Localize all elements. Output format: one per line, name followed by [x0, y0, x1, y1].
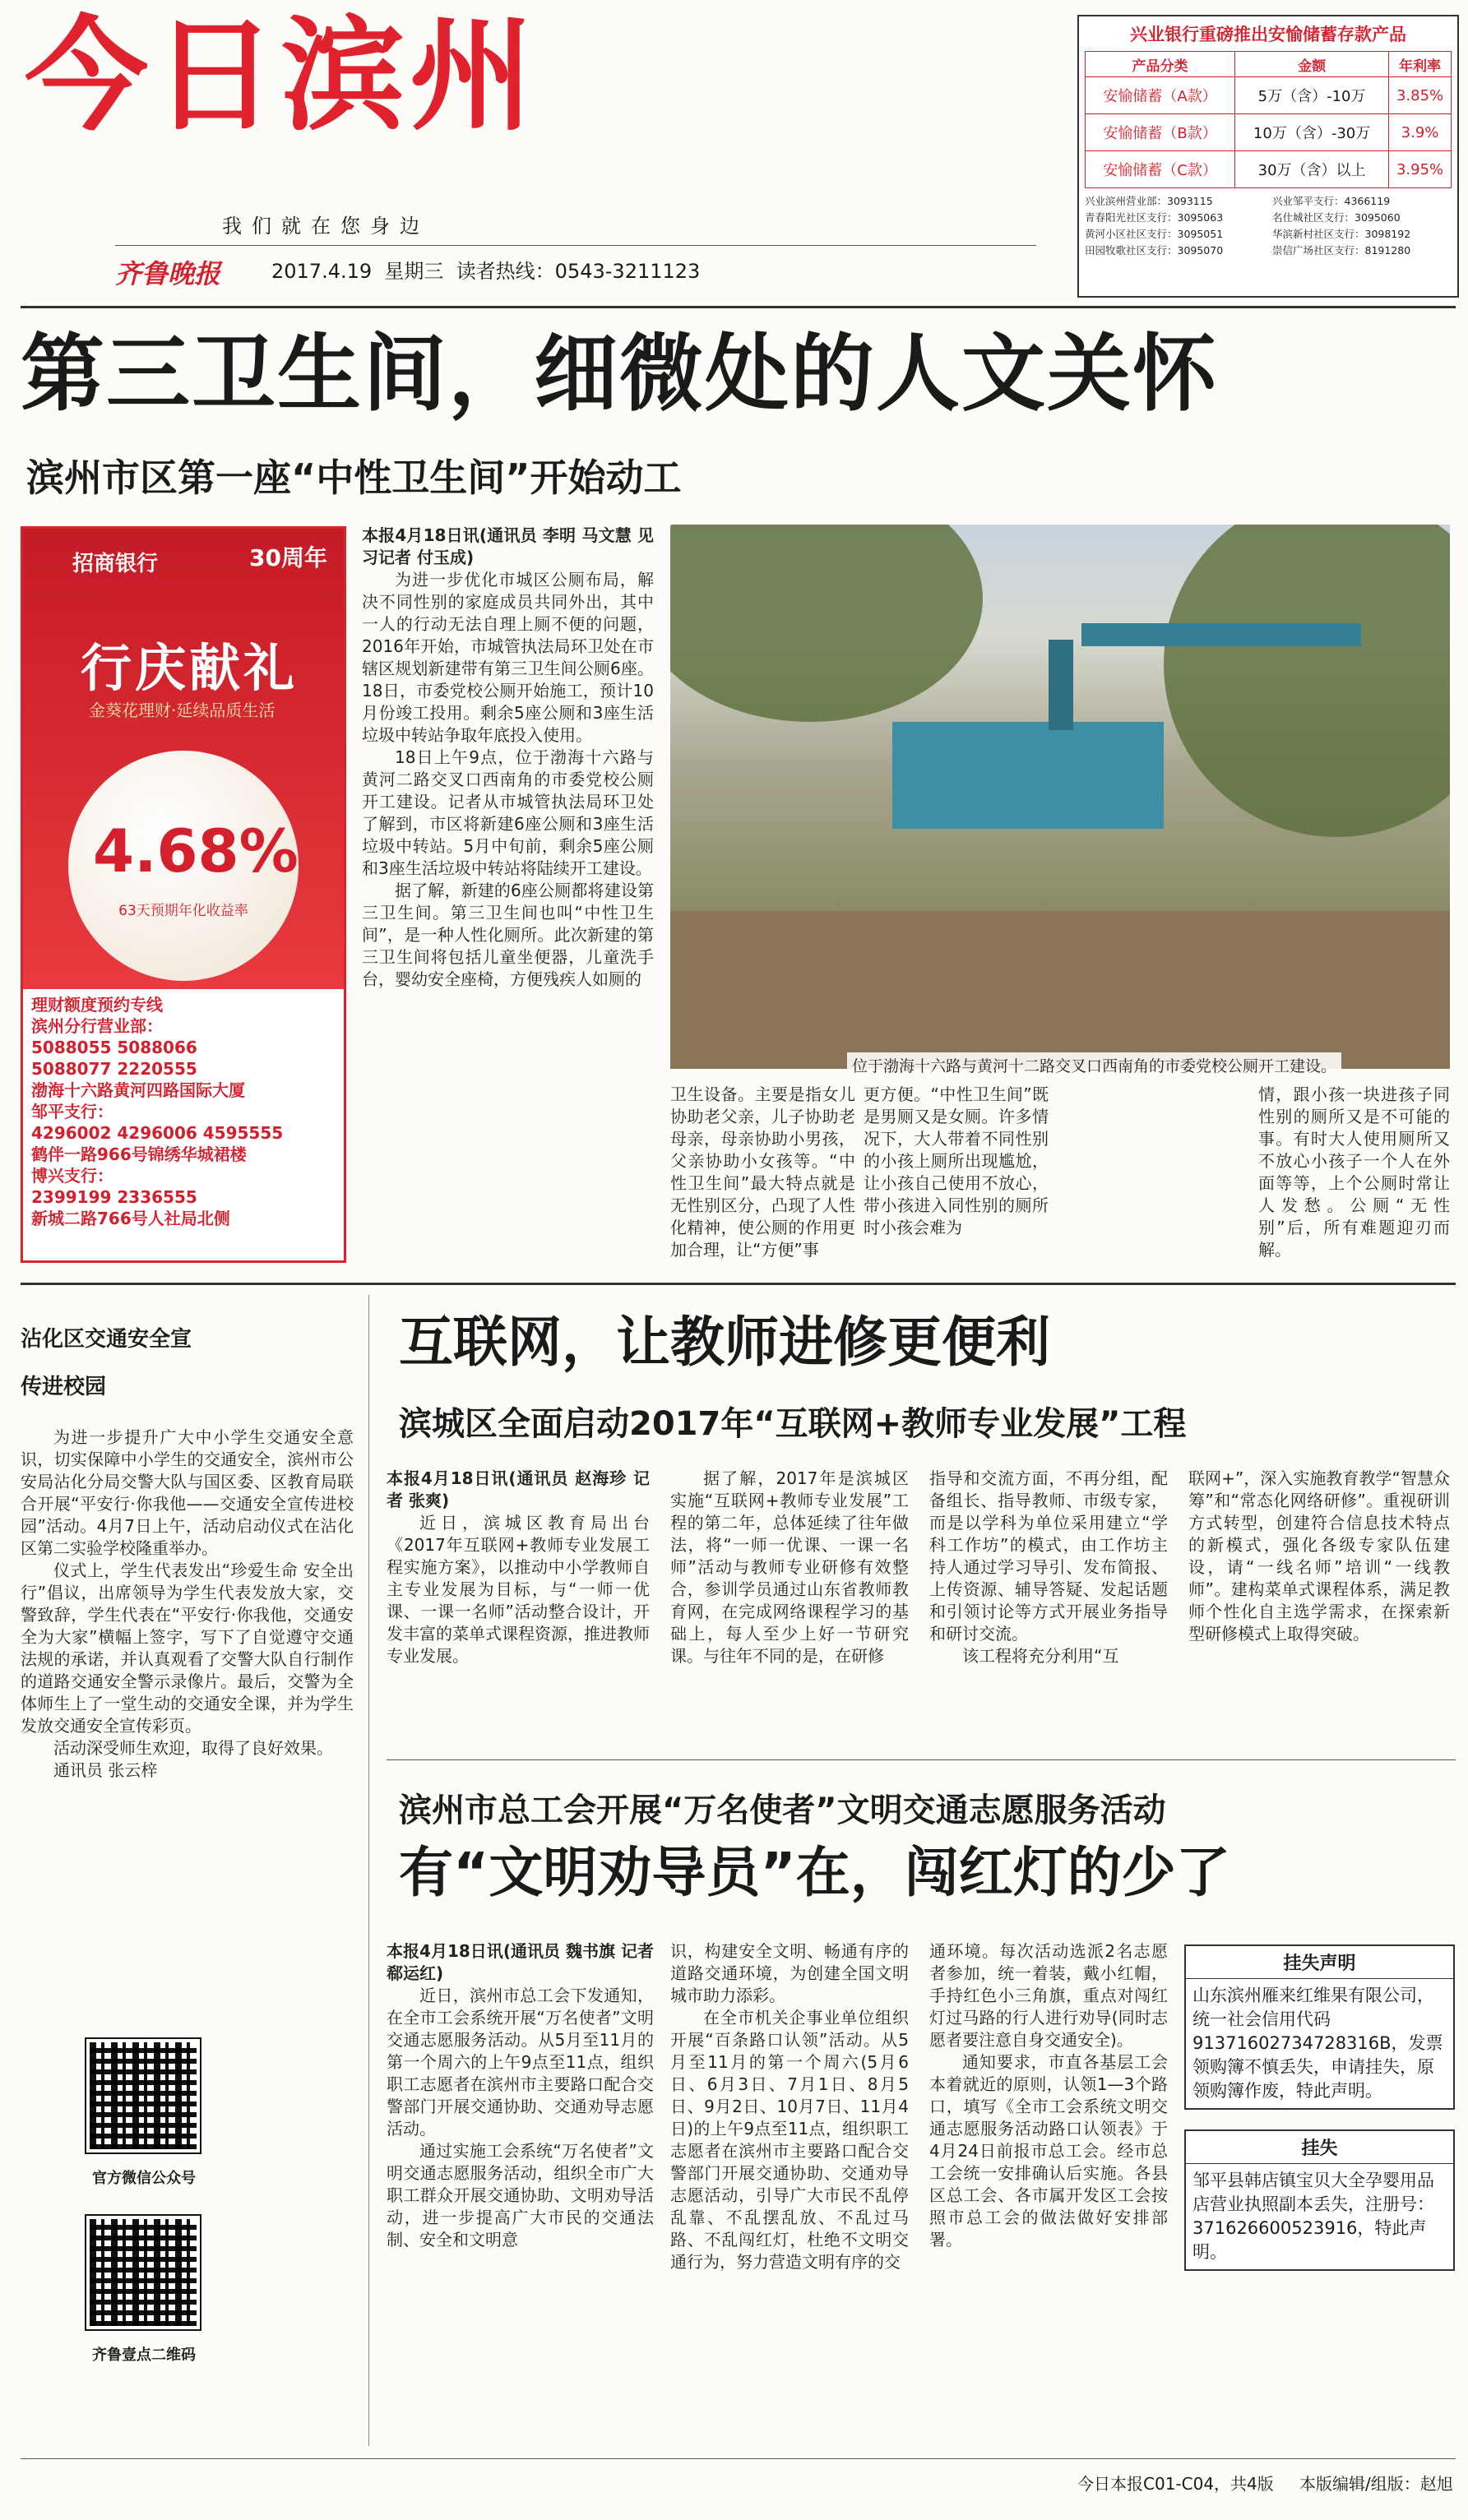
- ad-line: 新城二路766号人社局北侧: [31, 1209, 230, 1228]
- notice-title: 挂失: [1186, 2131, 1453, 2164]
- notice-title: 挂失声明: [1186, 1946, 1453, 1979]
- qilu-qr-icon: [86, 2216, 200, 2329]
- story2-subhead: 滨城区全面启动2017年“互联网+教师专业发展”工程: [399, 1405, 1187, 1443]
- ad-rate-caption: 63天预期年化收益率: [118, 903, 248, 919]
- table-cell: 安愉储蓄（A款）: [1086, 77, 1235, 114]
- byline: 本报4月18日讯(通讯员 魏书旗 记者 郗运红): [387, 1941, 654, 1983]
- bank-ad: [1077, 15, 1459, 298]
- paragraph: 近日，滨城区教育局出台《2017年互联网+教师专业发展工程实施方案》，以推动中小学教师自主专业发展为目标，与“一师一优课、一课一名师”活动整合设计，开发丰富的菜单式课程资源，推进教师专业发展。: [387, 1513, 650, 1666]
- rate-circle: [68, 751, 299, 981]
- reader-hotline: 读者热线：0543-3211123: [456, 260, 701, 283]
- table-cell: 5万（含）-10万: [1235, 77, 1389, 114]
- paragraph: 仪式上，学生代表发出“珍爱生命 安全出行”倡议，出席领导为学生代表发放大家，交警致辞，学生代表在“平安行·你我他，交通安全为大家”横幅上签字，写下了自觉遵守交通法规的承诺，并认真观看了交警大队自行制作的道路交通安全警示录像片。最后，交警为全体师生上了一堂生动的交通安全课，并为学生发放交通安全宣传彩页。: [21, 1561, 354, 1736]
- qr-caption: 齐鲁壹点二维码: [92, 2347, 196, 2364]
- construction-photo: [670, 525, 1450, 1069]
- masthead-title: 今日滨州: [25, 5, 539, 148]
- side-headline: 沾化区交通安全宣传进校园: [21, 1327, 192, 1399]
- byline: 本报4月18日讯(通讯员 赵海珍 记者 张爽): [387, 1468, 650, 1510]
- paragraph: 联网+”，深入实施教育教学“智慧众筹”和“常态化网络研修”。重视研训方式转型，创建符合信息技术特点的新模式，强化各级专家队伍建设，请“一线名师”培训“一线教师”。建构菜单式课程体系，满足教师个性化自主选学需求，在探索新型研修模式上取得突破。: [1188, 1468, 1450, 1644]
- bank-rate-table: [1085, 51, 1452, 188]
- issue-date: 2017.4.19: [271, 260, 373, 283]
- ad-slogan: 行庆献礼: [81, 638, 299, 698]
- brand-logo: 齐鲁晚报: [115, 258, 221, 289]
- table-row: [1086, 151, 1452, 188]
- notice-text: 山东滨州雁来红维果有限公司，统一社会信用代码91371602734728316B，发票领购簿不慎丢失，申请挂失，原领购簿作废，特此声明。: [1192, 1986, 1443, 2101]
- story3-kicker: 滨州市总工会开展“万名使者”文明交通志愿服务活动: [399, 1792, 1166, 1829]
- table-cell: 3.95%: [1389, 151, 1452, 188]
- divider: [21, 306, 1456, 308]
- story3-column-2: [670, 1940, 909, 2273]
- byline: 本报4月18日讯(通讯员 李明 马文慧 见习记者 付玉成): [362, 525, 654, 567]
- ad-line: 理财额度预约专线: [31, 995, 163, 1015]
- ad-line: 渤海十六路黄河四路国际大厦: [31, 1080, 245, 1100]
- table-header: 年利率: [1389, 52, 1452, 77]
- masthead-slogan: 我们就在您身边: [222, 215, 429, 238]
- branch-list: [1085, 193, 1452, 259]
- story3-column-3: [929, 1940, 1168, 2251]
- table-cell: 3.85%: [1389, 77, 1452, 114]
- branch-item: 兴业邹平支行：4366119: [1272, 195, 1391, 207]
- paragraph: 在全市机关企事业单位组织开展“百条路口认领”活动。从5月至11月的第一个周六(5月6日、6月3日、7月1日、8月5日、9月2日、10月7日、11月4日)的上午9点至11点，组织职工志愿者在滨州市主要路口配合交警部门开展交通协助、交通劝导志愿活动，引导广大市民不乱停乱靠、不乱摆乱放、不乱过马路、不乱闯红灯，杜绝不文明交通行为，努力营造文明有序的交: [670, 2008, 909, 2272]
- ad-subslogan: 金葵花理财·延续品质生活: [89, 701, 276, 720]
- ad-line: 5088077 2220555: [31, 1059, 197, 1079]
- divider: [21, 1283, 1456, 1285]
- branch-item: 兴业滨州营业部：3093115: [1085, 195, 1213, 207]
- paragraph: 识，构建安全文明、畅通有序的道路交通环境，为创建全国文明城市助力添彩。: [670, 1941, 909, 2005]
- table-header: 产品分类: [1086, 52, 1235, 77]
- paragraph: 为进一步提升广大中小学生交通安全意识，切实保障中小学生的交通安全，滨州市公安局沾化分局交警大队与国区委、区教育局联合开展“平安行·你我他——交通安全宣传进校园”活动。4月7日上午，活动启动仪式在沾化区第二实验学校隆重举办。: [21, 1427, 354, 1558]
- side-body: [21, 1426, 354, 1782]
- table-cell: 3.9%: [1389, 114, 1452, 151]
- story2-column-2: [670, 1468, 909, 1667]
- paragraph: 卫生设备。主要是指女儿协助老父亲，儿子协助老母亲，母亲协助小男孩，父亲协助小女孩等。“中性卫生间”最大特点就是无性别区分，凸现了人性化精神，使公厕的作用更加合理，让“方便”事: [670, 1084, 855, 1260]
- paragraph: 该工程将充分利用“互: [962, 1646, 1119, 1666]
- lead-headline: 第三卫生间，细微处的人文关怀: [21, 326, 1218, 423]
- paragraph: 通知要求，市直各基层工会本着就近的原则，认领1—3个路口，填写《全市工会系统文明交通志愿服务活动路口认领表》于4月24日前报市总工会。经市总工会统一安排确认后实施。各县区总工会、各市属开发区工会按照市总工会的做法做好安排部署。: [929, 2052, 1168, 2250]
- story2-column-1: [387, 1468, 650, 1667]
- lead-column-1: [362, 525, 654, 991]
- story2-column-3: [929, 1468, 1168, 1667]
- lead-column-2: [670, 1084, 855, 1261]
- wechat-qr-icon: [86, 2039, 200, 2152]
- branch-item: 华滨新村社区支行：3098192: [1272, 228, 1411, 240]
- branch-item: 名仕城社区支行：3095060: [1272, 211, 1401, 224]
- ad-line: 鹤伴一路966号锦绣华城裙楼: [31, 1144, 247, 1164]
- ad-line: 博兴支行：: [31, 1166, 113, 1186]
- paragraph: 指导和交流方面，不再分组，配备组长、指导教师、市级专家，而是以学科为单位采用建立“学科工作坊”的模式，由工作坊主持人通过学习导引、发布简报、上传资源、辅导答疑、发起话题和引领讨论等方式开展业务指导和研讨交流。: [929, 1468, 1168, 1644]
- ad-rate: 4.68%: [93, 816, 299, 885]
- paragraph: 活动深受师生欢迎，取得了良好效果。: [53, 1738, 333, 1758]
- paragraph: 为进一步优化市城区公厕布局，解决不同性别的家庭成员共同外出，其中一人的行动无法自理上厕不便的问题，2016年开始，市城管执法局环卫处在市辖区规划新建带有第三卫生间公厕6座。18日，市委党校公厕开始施工，预计10月份竣工投用。剩余5座公厕和3座生活垃圾中转站争取年底投入使用。: [362, 570, 654, 745]
- excavator: [892, 722, 1164, 829]
- story2-headline: 互联网，让教师进修更便利: [399, 1311, 1050, 1374]
- story2-column-4: [1188, 1468, 1450, 1645]
- dateline: [271, 255, 700, 284]
- cmb-ad: [21, 526, 346, 1263]
- divider: [368, 1295, 369, 2446]
- table-cell: 安愉储蓄（C款）: [1086, 151, 1235, 188]
- table-cell: 安愉储蓄（B款）: [1086, 114, 1235, 151]
- bank-ad-title: 兴业银行重磅推出安愉储蓄存款产品: [1130, 25, 1406, 44]
- paragraph: 情，跟小孩一块进孩子同性别的厕所又是不可能的事。有时大人使用厕所又不放心小孩子一个人在外面等等，上个公厕时常让人发愁。公厕“无性别”后，所有难题迎刃而解。: [1258, 1084, 1450, 1260]
- lost-notice: [1184, 2129, 1455, 2271]
- issue-weekday: 星期三: [384, 260, 444, 283]
- paragraph: 通过实施工会系统“万名使者”文明交通志愿服务活动，组织全市广大职工群众开展交通协助、文明劝导活动，进一步提高广大市民的交通法制、安全和文明意: [387, 2141, 654, 2250]
- paragraph: 据了解，2017年是滨城区实施“互联网+教师专业发展”工程的第二年，总体延续了往年做法，将“一师一优课、一课一名师”活动与教师专业研修有效整合，参训学员通过山东省教师教育网，在完成网络课程学习的基础上，每人至少上好一节研究课。与往年不同的是，在研修: [670, 1468, 909, 1666]
- table-header: 金额: [1235, 52, 1389, 77]
- ad-line: 4296002 4296006 4595555: [31, 1123, 284, 1143]
- paragraph: 18日上午9点，位于渤海十六路与黄河二路交叉口西南角的市委党校公厕开工建设。记者从市城管执法局环卫处了解到，市区将新建6座公厕和3座生活垃圾中转站。5月中旬前，剩余5座公厕和3座生活垃圾中转站将陆续开工建设。: [362, 747, 654, 878]
- branch-item: 黄河小区社区支行：3095051: [1085, 228, 1224, 240]
- ad-line: 滨州分行营业部：: [31, 1016, 163, 1036]
- paragraph: 更方便。“中性卫生间”既是男厕又是女厕。许多情况下，大人带着不同性别的小孩上厕所出现尴尬，让小孩自己使用不放心，带小孩进入同性别的厕所时小孩会难为: [864, 1084, 1049, 1237]
- divider: [387, 1759, 1456, 1760]
- table-cell: 30万（含）以上: [1235, 151, 1389, 188]
- notice-text: 邹平县韩店镇宝贝大全孕婴用品店营业执照副本丢失，注册号：371626600523916，特此声明。: [1192, 2171, 1434, 2262]
- table-row: [1086, 77, 1452, 114]
- table-row: [1086, 114, 1452, 151]
- ad-line: 2399199 2336555: [31, 1187, 197, 1207]
- ad-line: 5088055 5088066: [31, 1038, 197, 1057]
- lost-notice: [1184, 1944, 1455, 2110]
- lead-column-3: [864, 1084, 1049, 1239]
- branch-item: 崇信广场社区支行：8191280: [1272, 244, 1411, 257]
- lead-subhead: 滨州市区第一座“中性卫生间”开始动工: [26, 455, 682, 500]
- branch-item: 田园牧歌社区支行：3095070: [1085, 244, 1224, 257]
- cmb-logo: 招商银行: [72, 552, 159, 576]
- branch-item: 青春阳光社区支行：3095063: [1085, 211, 1224, 224]
- anniversary-badge: 30周年: [249, 544, 327, 571]
- lead-column-4: [1258, 1084, 1450, 1261]
- paragraph: 近日，滨州市总工会下发通知，在全市工会系统开展“万名使者”文明交通志愿服务活动。从5月至11月的第一个周六的上午9点至11点，组织职工志愿者在滨州市主要路口配合交警部门开展交通协助、交通劝导志愿活动。: [387, 1986, 654, 2139]
- ad-contact-list: [23, 989, 344, 1234]
- footer-editor: 本版编辑/组版：赵旭: [1299, 2474, 1453, 2494]
- paragraph: 通环境。每次活动选派2名志愿者参加，统一着装，戴小红帽，手持红色小三角旗，重点对闯红灯过马路的行人进行劝导(同时志愿者要注意自身交通安全)。: [929, 1941, 1168, 2050]
- story3-column-1: [387, 1940, 654, 2251]
- byline: 通讯员 张云梓: [53, 1760, 158, 1780]
- ad-line: 邹平支行：: [31, 1102, 113, 1121]
- footer-pages: 今日本报C01-C04，共4版: [1077, 2474, 1274, 2494]
- divider: [115, 245, 1036, 246]
- qr-caption: 官方微信公众号: [92, 2170, 196, 2187]
- story3-headline: 有“文明劝导员”在，闯红灯的少了: [399, 1841, 1230, 1904]
- paragraph: 据了解，新建的6座公厕都将建设第三卫生间。第三卫生间也叫“中性卫生间”，是一种人性化厕所。此次新建的第三卫生间将包括儿童坐便器，儿童洗手台，婴幼安全座椅，方便残疾人如厕的: [362, 881, 654, 989]
- photo-caption: 位于渤海十六路与黄河十二路交叉口西南角的市委党校公厕开工建设。: [847, 1052, 1341, 1078]
- divider: [21, 2458, 1456, 2459]
- table-cell: 10万（含）-30万: [1235, 114, 1389, 151]
